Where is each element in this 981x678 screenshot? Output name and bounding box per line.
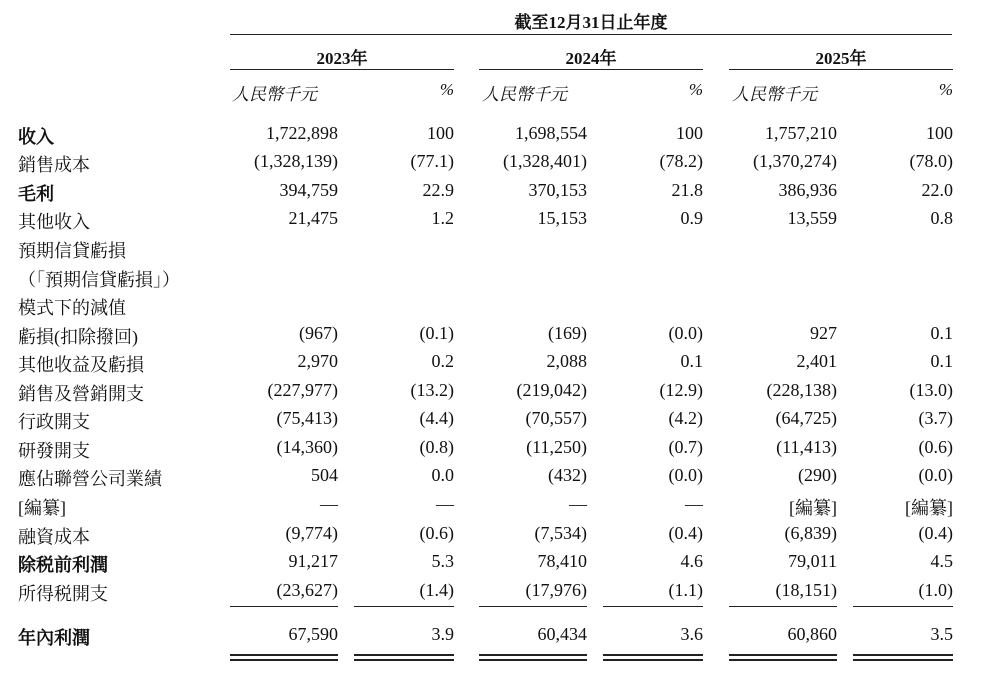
subtotal-rule <box>479 606 587 607</box>
period-rule <box>230 34 952 35</box>
unit-currency-2024: 人民幣千元 <box>482 85 567 104</box>
row-label: 毛利 <box>18 184 54 204</box>
year-header-2024: 2024年 <box>565 49 617 68</box>
amount-cell: 927 <box>810 323 837 343</box>
subtotal-rule <box>230 606 338 607</box>
amount-cell: 1,722,898 <box>266 123 338 143</box>
percent-cell: (0.0) <box>918 465 953 485</box>
percent-cell: (4.4) <box>419 408 454 428</box>
row-label: [編纂] <box>18 498 66 518</box>
percent-cell: (13.2) <box>410 380 454 400</box>
amount-cell: (290) <box>798 465 837 485</box>
percent-cell: (4.2) <box>668 408 703 428</box>
percent-cell: [編纂] <box>905 498 953 518</box>
row-label: 除税前利潤 <box>18 555 108 575</box>
amount-cell: 79,011 <box>788 551 837 571</box>
percent-cell: 0.2 <box>431 351 454 371</box>
percent-cell: (0.1) <box>419 323 454 343</box>
amount-cell: (64,725) <box>775 408 837 428</box>
total-double-rule <box>853 659 953 661</box>
amount-cell: (7,534) <box>534 523 587 543</box>
percent-cell: 0.1 <box>930 351 953 371</box>
total-double-rule <box>729 654 837 656</box>
amount-cell: — <box>320 494 338 514</box>
percent-cell: 22.0 <box>921 180 953 200</box>
row-label: 應佔聯營公司業績 <box>18 469 162 489</box>
percent-cell: 0.1 <box>680 351 703 371</box>
amount-cell: (9,774) <box>285 523 338 543</box>
amount-cell: 78,410 <box>537 551 587 571</box>
subtotal-rule <box>603 606 703 607</box>
amount-cell: 21,475 <box>288 208 338 228</box>
amount-cell: (14,360) <box>276 437 338 457</box>
percent-cell: (12.9) <box>659 380 703 400</box>
percent-cell: 0.9 <box>680 208 703 228</box>
total-double-rule <box>853 654 953 656</box>
row-label: 融資成本 <box>18 527 90 547</box>
percent-cell: (0.0) <box>668 323 703 343</box>
percent-cell: (1.1) <box>668 580 703 600</box>
year-rule-2023 <box>230 69 454 70</box>
row-label: 其他收入 <box>18 212 90 232</box>
amount-cell: 2,088 <box>546 351 587 371</box>
amount-cell: (17,976) <box>525 580 587 600</box>
amount-cell: 91,217 <box>288 551 338 571</box>
percent-cell: (77.1) <box>410 151 454 171</box>
row-label: 模式下的減值 <box>18 298 126 318</box>
unit-currency-2025: 人民幣千元 <box>732 85 817 104</box>
percent-cell: (1.4) <box>419 580 454 600</box>
amount-cell: (75,413) <box>276 408 338 428</box>
total-double-rule <box>479 654 587 656</box>
percent-cell: (0.4) <box>918 523 953 543</box>
subtotal-rule <box>729 606 837 607</box>
total-double-rule <box>230 659 338 661</box>
row-label: （「預期信貸虧損」） <box>18 270 180 290</box>
total-double-rule <box>354 654 454 656</box>
percent-cell: (0.0) <box>668 465 703 485</box>
percent-cell: (1.0) <box>918 580 953 600</box>
amount-cell: 370,153 <box>528 180 587 200</box>
amount-cell: (967) <box>299 323 338 343</box>
amount-cell: (23,627) <box>276 580 338 600</box>
percent-cell: 100 <box>427 123 454 143</box>
row-label: 收入 <box>18 127 54 147</box>
total-double-rule <box>603 659 703 661</box>
total-double-rule <box>479 659 587 661</box>
row-label: 預期信貸虧損 <box>18 241 126 261</box>
percent-cell: (78.2) <box>659 151 703 171</box>
amount-cell: (18,151) <box>775 580 837 600</box>
period-header: 截至12月31日止年度 <box>514 13 668 32</box>
unit-percent-2023: % <box>439 80 454 99</box>
amount-cell: 60,860 <box>787 624 837 644</box>
row-label: 銷售及營銷開支 <box>18 384 144 404</box>
amount-cell: (169) <box>548 323 587 343</box>
percent-cell: 4.6 <box>680 551 703 571</box>
row-label: 銷售成本 <box>18 155 90 175</box>
amount-cell: (70,557) <box>525 408 587 428</box>
amount-cell: 60,434 <box>537 624 587 644</box>
total-double-rule <box>603 654 703 656</box>
total-double-rule <box>230 654 338 656</box>
percent-cell: 3.9 <box>431 624 454 644</box>
amount-cell: 67,590 <box>288 624 338 644</box>
percent-cell: 100 <box>926 123 953 143</box>
amount-cell: — <box>569 494 587 514</box>
percent-cell: 100 <box>676 123 703 143</box>
amount-cell: (228,138) <box>766 380 837 400</box>
amount-cell: 1,757,210 <box>765 123 837 143</box>
percent-cell: 1.2 <box>431 208 454 228</box>
percent-cell: (0.4) <box>668 523 703 543</box>
amount-cell: (6,839) <box>784 523 837 543</box>
percent-cell: (13.0) <box>909 380 953 400</box>
year-header-2023: 2023年 <box>316 49 368 68</box>
row-label: 虧損(扣除撥回) <box>18 327 138 347</box>
row-label: 其他收益及虧損 <box>18 355 144 375</box>
percent-cell: (0.7) <box>668 437 703 457</box>
amount-cell: [編纂] <box>789 498 837 518</box>
row-label: 年內利潤 <box>18 628 90 648</box>
amount-cell: 386,936 <box>778 180 837 200</box>
row-label: 行政開支 <box>18 412 90 432</box>
percent-cell: (78.0) <box>909 151 953 171</box>
percent-cell: — <box>685 494 703 514</box>
amount-cell: (1,328,139) <box>254 151 338 171</box>
unit-currency-2023: 人民幣千元 <box>232 85 317 104</box>
year-header-2025: 2025年 <box>815 49 867 68</box>
amount-cell: (432) <box>548 465 587 485</box>
percent-cell: 3.6 <box>680 624 703 644</box>
total-double-rule <box>729 659 837 661</box>
percent-cell: (0.6) <box>918 437 953 457</box>
subtotal-rule <box>354 606 454 607</box>
amount-cell: (219,042) <box>516 380 587 400</box>
subtotal-rule <box>853 606 953 607</box>
row-label: 所得税開支 <box>18 584 108 604</box>
amount-cell: 15,153 <box>537 208 587 228</box>
unit-percent-2025: % <box>938 80 953 99</box>
amount-cell: (227,977) <box>267 380 338 400</box>
percent-cell: 0.1 <box>930 323 953 343</box>
amount-cell: (11,413) <box>776 437 837 457</box>
amount-cell: 1,698,554 <box>515 123 587 143</box>
percent-cell: 5.3 <box>431 551 454 571</box>
amount-cell: (1,370,274) <box>753 151 837 171</box>
amount-cell: 2,401 <box>796 351 837 371</box>
amount-cell: 13,559 <box>787 208 837 228</box>
percent-cell: (0.6) <box>419 523 454 543</box>
percent-cell: 0.0 <box>431 465 454 485</box>
percent-cell: 0.8 <box>930 208 953 228</box>
row-label: 研發開支 <box>18 441 90 461</box>
total-double-rule <box>354 659 454 661</box>
amount-cell: 504 <box>311 465 338 485</box>
amount-cell: (1,328,401) <box>503 151 587 171</box>
percent-cell: 22.9 <box>422 180 454 200</box>
unit-percent-2024: % <box>688 80 703 99</box>
percent-cell: 21.8 <box>671 180 703 200</box>
percent-cell: (3.7) <box>918 408 953 428</box>
year-rule-2025 <box>729 69 953 70</box>
percent-cell: — <box>436 494 454 514</box>
percent-cell: (0.8) <box>419 437 454 457</box>
amount-cell: 394,759 <box>279 180 338 200</box>
amount-cell: 2,970 <box>297 351 338 371</box>
year-rule-2024 <box>479 69 703 70</box>
amount-cell: (11,250) <box>526 437 587 457</box>
percent-cell: 3.5 <box>930 624 953 644</box>
percent-cell: 4.5 <box>930 551 953 571</box>
